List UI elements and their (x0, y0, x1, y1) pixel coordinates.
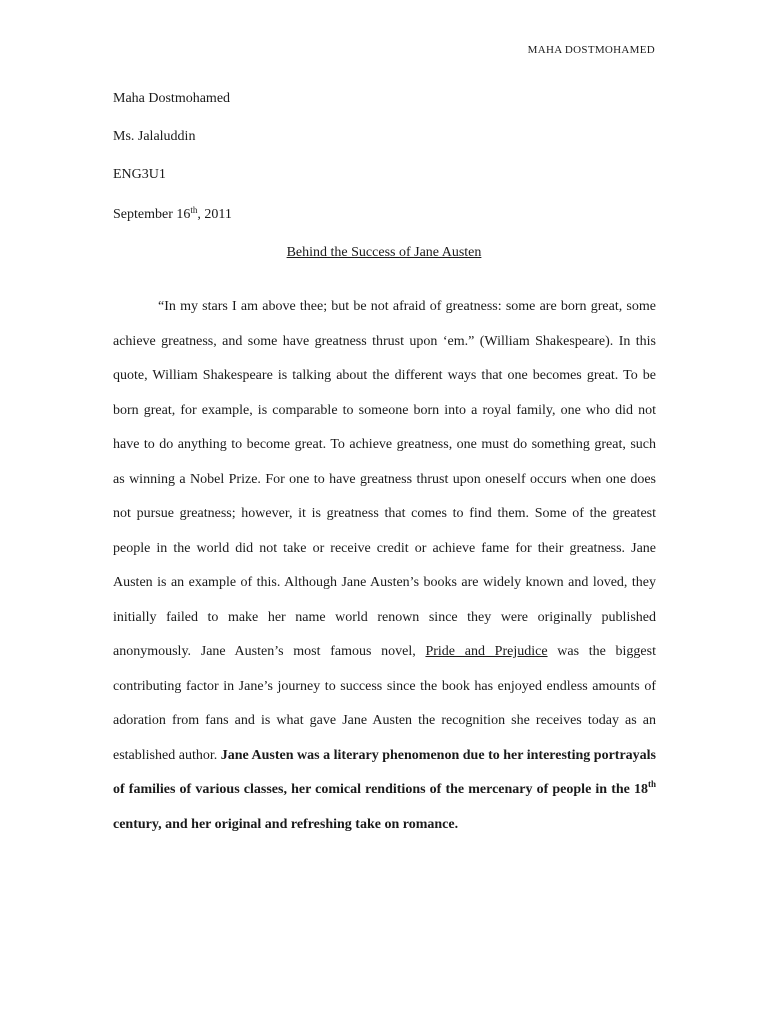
paragraph-text-part2: was the biggest contributing factor in Jane’s journey to success since the book has enjoyed endless amounts of adoration from fans and is what gave Jane Austen the recognition she receives today as an established author. (113, 644, 656, 763)
essay-title: Behind the Success of Jane Austen (286, 245, 482, 260)
thesis-text-part1: Jane Austen was a literary phenomenon due to her interesting portrayals of families of various classes, her comical renditions of the mercenary of people in the 18 (113, 747, 656, 797)
date-ordinal: th (190, 205, 198, 215)
student-name: Maha Dostmohamed (113, 91, 231, 106)
thesis-text-part2: century, and her original and refreshing take on romance. (113, 816, 459, 832)
essay-date (113, 205, 232, 223)
essay-paragraph (113, 290, 656, 842)
course-code: ENG3U1 (113, 167, 166, 182)
thesis-ordinal: th (647, 779, 656, 789)
running-head: MAHA DOSTMOHAMED (527, 44, 655, 56)
date-prefix: September 16 (113, 207, 191, 222)
paragraph-text-part1: “In my stars I am above thee; but be not afraid of greatness: some are born great, some achieve greatness, and some have greatness thrust upon ‘em.” (William Shakespeare). In this quote, William Shakespeare is talking about the different ways that one becomes great. To be born great, for example, is comparable to someone born into a royal family, one who did not have to do anything to become great. To achieve greatness, one must do something great, such as winning a Nobel Prize. For one to have greatness thrust upon oneself occurs when one does not pursue greatness; however, it is greatness that comes to find them. Some of the greatest people in the world did not take or receive credit or achieve fame for their greatness. Jane Austen is an example of this. Although Jane Austen’s books are widely known and loved, they initially failed to make her name world renown since they were originally published anonymously. Jane Austen’s most famous novel, (113, 299, 656, 659)
book-title: Pride and Prejudice (425, 644, 548, 659)
teacher-name: Ms. Jalaluddin (113, 129, 196, 144)
date-suffix: , 2011 (197, 207, 232, 222)
